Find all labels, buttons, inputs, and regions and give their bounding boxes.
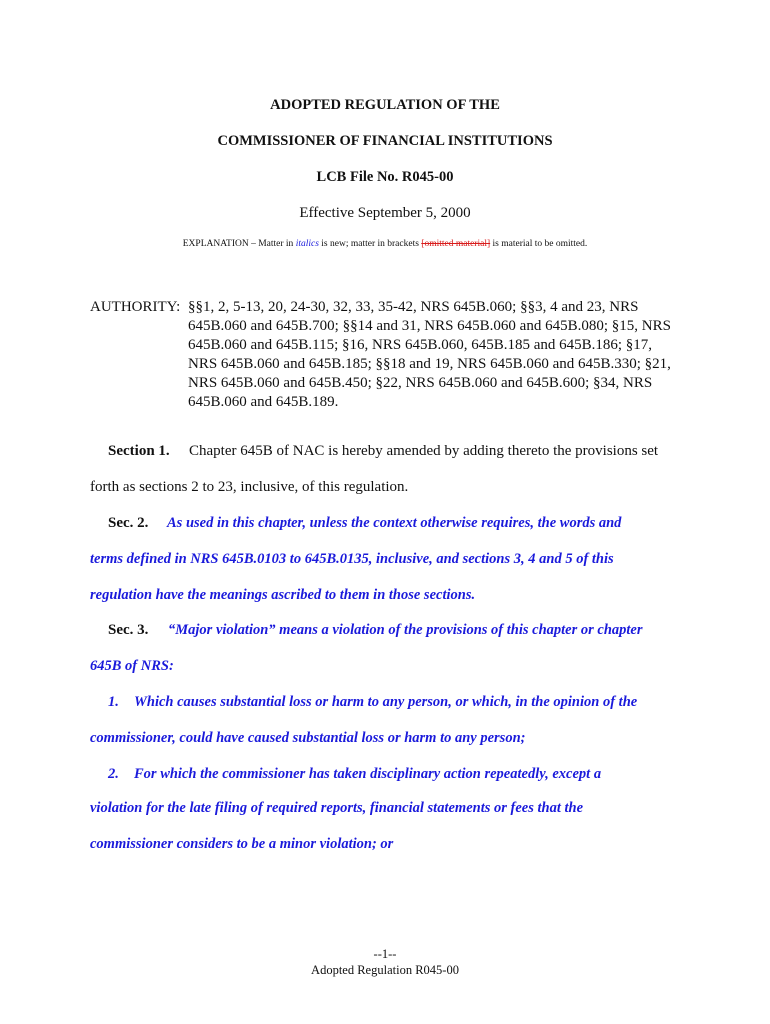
authority-line: 645B.060 and 645B.115; §16, NRS 645B.060, 645B.185 and 645B.186; §17, [188,337,653,353]
sec-3-item-1-text: Which causes substantial loss or harm to any person, or which, in the opinion of the [134,694,638,710]
explanation-omitted: [omitted material] [421,239,491,249]
sec-3-item-2-text: For which the commissioner has taken disciplinary action repeatedly, except a [134,766,602,782]
title-line-1: ADOPTED REGULATION OF THE [270,97,500,113]
sec-3-label: Sec. 3. [108,622,149,638]
authority-line: NRS 645B.060 and 645B.450; §22, NRS 645B.060 and 645B.600; §34, NRS [188,375,653,391]
authority-line: 645B.060 and 645B.700; §§14 and 31, NRS 645B.060 and 645B.080; §15, NRS [188,318,671,334]
authority-label: AUTHORITY: [90,299,181,315]
page-number: --1-- [373,947,397,961]
title-line-2: COMMISSIONER OF FINANCIAL INSTITUTIONS [217,133,553,149]
explanation-middle: is new; matter in brackets [318,239,422,249]
explanation-suffix: is material to be omitted. [490,239,588,249]
sec-3-item-2-text: violation for the late filing of required reports, financial statements or fees that the [90,800,584,816]
authority-line: §§1, 2, 5-13, 20, 24-30, 32, 33, 35-42, NRS 645B.060; §§3, 4 and 23, NRS [188,299,639,315]
effective-date: Effective September 5, 2000 [299,205,471,221]
explanation-italics: italics [295,239,319,249]
sec-3-text: “Major violation” means a violation of the provisions of this chapter or chapter [168,622,643,638]
sec-3-item-1-text: commissioner, could have caused substantial loss or harm to any person; [90,730,526,746]
authority-line: NRS 645B.060 and 645B.185; §§18 and 19, NRS 645B.060 and 645B.330; §21, [188,356,671,372]
sec-2-label: Sec. 2. [108,515,149,531]
footer-caption: Adopted Regulation R045-00 [311,963,459,977]
sec-3-item-2-number: 2. [108,766,119,782]
sec-2-text: regulation have the meanings ascribed to them in those sections. [90,587,476,603]
explanation-prefix: EXPLANATION – Matter in [182,239,296,249]
file-number: LCB File No. R045-00 [316,169,454,185]
sec-2-text: As used in this chapter, unless the context otherwise requires, the words and [167,515,622,531]
section-1-text: forth as sections 2 to 23, inclusive, of this regulation. [90,479,409,495]
section-1-label: Section 1. [108,443,170,459]
explanation-note [0,239,770,249]
sec-2-text: terms defined in NRS 645B.0103 to 645B.0135, inclusive, and sections 3, 4 and 5 of this [90,551,614,567]
section-1-text: Chapter 645B of NAC is hereby amended by adding thereto the provisions set [189,443,659,459]
sec-3-item-2-text: commissioner considers to be a minor violation; or [90,836,394,852]
sec-3-item-1-number: 1. [108,694,119,710]
sec-3-text: 645B of NRS: [90,658,174,674]
authority-line: 645B.060 and 645B.189. [188,394,339,410]
